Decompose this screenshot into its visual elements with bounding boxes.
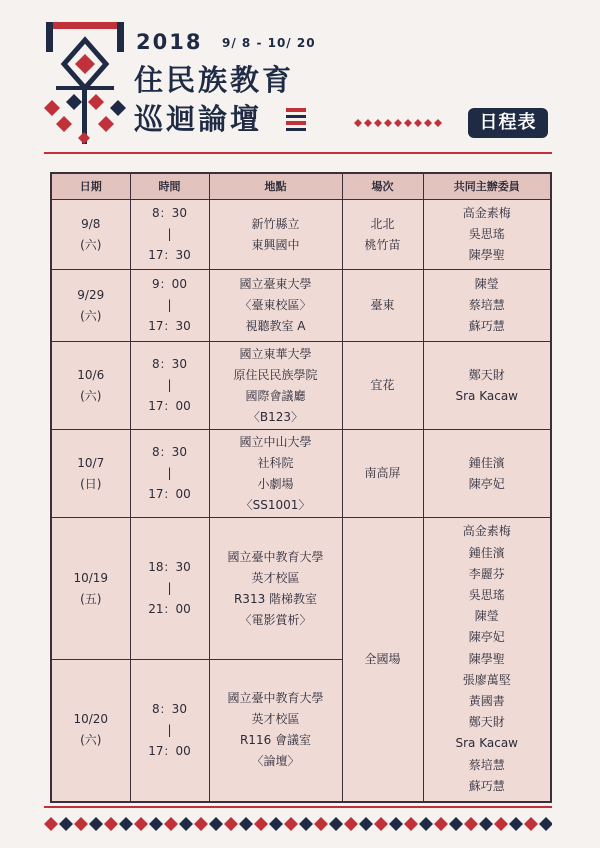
date-cell: 10/6 (六) — [51, 342, 130, 430]
title-ornament-icon — [284, 106, 308, 132]
date-cell: 10/19 (五) — [51, 518, 130, 660]
title-line-1: 住民族教育 — [134, 63, 295, 97]
footer-pattern — [44, 816, 552, 832]
col-header-date: 日期 — [51, 173, 130, 200]
table-header-row — [51, 173, 551, 200]
table-row — [51, 342, 551, 430]
venue-cell: 宜花 — [342, 342, 423, 430]
location-cell: 國立東華大學 原住民民族學院 國際會議廳 〈B123〉 — [209, 342, 342, 430]
time-cell: 9：00 | 17：30 — [130, 270, 209, 342]
table-row — [51, 430, 551, 518]
location-cell: 國立臺東大學 〈臺東校區〉 視聽教室 A — [209, 270, 342, 342]
date-cell: 9/8 (六) — [51, 200, 130, 270]
hosts-cell: 鍾佳濱 陳亭妃 — [423, 430, 551, 518]
time-cell: 8：30 | 17：00 — [130, 660, 209, 802]
forum-logo — [44, 20, 126, 144]
date-cell: 10/7 (日) — [51, 430, 130, 518]
hosts-cell: 高金素梅 吳思瑤 陳學聖 — [423, 200, 551, 270]
time-cell: 18：30 | 21：00 — [130, 518, 209, 660]
diamond-ornament — [350, 117, 450, 129]
venue-cell: 臺東 — [342, 270, 423, 342]
location-cell: 國立中山大學 社科院 小劇場 〈SS1001〉 — [209, 430, 342, 518]
hosts-cell: 鄭天財 Sra Kacaw — [423, 342, 551, 430]
venue-cell: 北北 桃竹苗 — [342, 200, 423, 270]
hosts-cell: 高金素梅 鍾佳濱 李麗芬 吳思瑤 陳瑩 陳亭妃 陳學聖 張廖萬堅 黃國書 鄭天財 Sra Kacaw 蔡培慧 蘇巧慧 — [423, 518, 551, 802]
date-cell: 9/29 (六) — [51, 270, 130, 342]
table-row — [51, 200, 551, 270]
location-cell: 新竹縣立 東興國中 — [209, 200, 342, 270]
date-cell: 10/20 (六) — [51, 660, 130, 802]
hosts-cell: 陳瑩 蔡培慧 蘇巧慧 — [423, 270, 551, 342]
title-line-2: 巡迴論壇 — [134, 102, 263, 136]
time-cell: 8：30 | 17：00 — [130, 342, 209, 430]
title-dates: 9/ 8 - 10/ 20 — [222, 36, 316, 50]
table-row — [51, 270, 551, 342]
schedule-table — [50, 172, 552, 803]
venue-cell: 南高屏 — [342, 430, 423, 518]
footer-divider — [44, 806, 552, 808]
schedule-badge: 日程表 — [468, 108, 548, 138]
venue-cell: 全國場 — [342, 518, 423, 802]
col-header-hosts: 共同主辦委員 — [423, 173, 551, 200]
title-year: 2018 — [136, 30, 203, 54]
header-divider — [44, 152, 552, 154]
time-cell: 8：30 | 17：00 — [130, 430, 209, 518]
time-cell: 8：30 | 17：30 — [130, 200, 209, 270]
col-header-time: 時間 — [130, 173, 209, 200]
location-cell: 國立臺中教育大學 英才校區 R313 階梯教室 〈電影賞析〉 — [209, 518, 342, 660]
col-header-venue: 場次 — [342, 173, 423, 200]
location-cell: 國立臺中教育大學 英才校區 R116 會議室 〈論壇〉 — [209, 660, 342, 802]
table-row — [51, 518, 551, 660]
col-header-location: 地點 — [209, 173, 342, 200]
